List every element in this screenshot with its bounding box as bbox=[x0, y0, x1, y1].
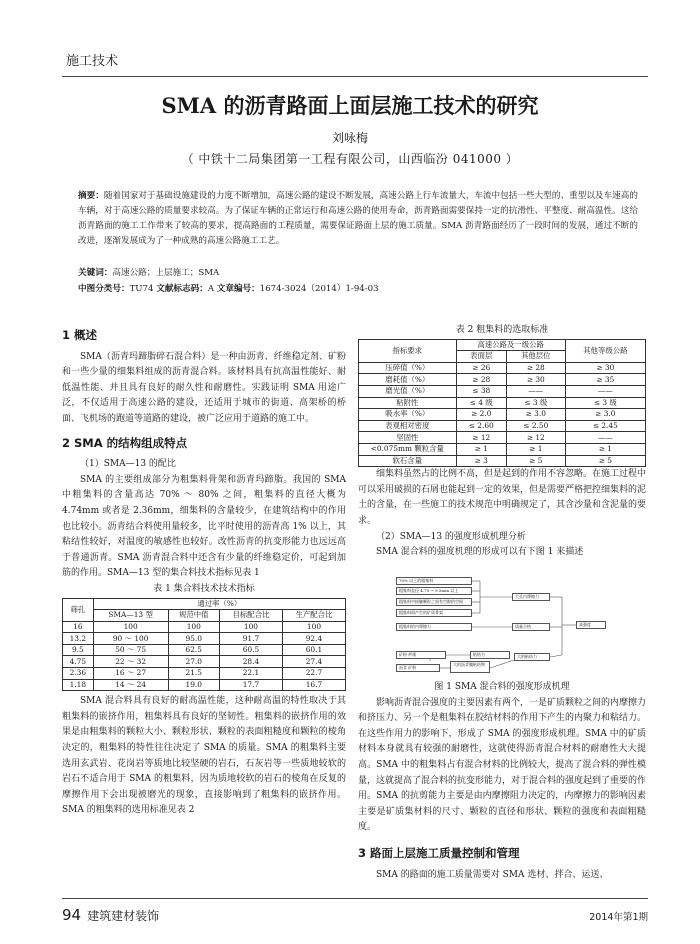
table-cell: 95.0 bbox=[168, 633, 219, 645]
table-cell: 坚固性 bbox=[359, 432, 457, 444]
table-cell: —— bbox=[506, 385, 565, 397]
table-1-header-group: 通过率（%） bbox=[93, 598, 345, 610]
table-cell: ≤ 3 级 bbox=[565, 397, 645, 409]
table-cell: 16 ～ 27 bbox=[93, 668, 168, 680]
section-2-paragraph-1: SMA 的主要组成部分为粗集料骨架和沥青玛蹄脂。我国的 SMA 中粗集料的含量高达 70% ～ 80% 之间，粗集料的直径大概为 4.74mm 或者是 2.36mm，细集料的含量较少，在建筑结构中的作用也比较小。沥青结合料使用量较多，比平时使用的沥青高 1% 以上，其粘结性较好，对温度的敏感性也较好。改性沥青的抗变形能力也远远高于普通沥青。SMA 沥青混合料中还含有少量的纤维稳定价，可起到加筋的作用。SMA—13 型的集合料技术指标见表 1 bbox=[62, 474, 346, 579]
table-cell: ≤ 38 bbox=[456, 385, 506, 397]
table-cell: 100 bbox=[282, 621, 345, 633]
abstract-text: 随着国家对于基础设施建设的力度不断增加，高速公路的建设不断发展，高速公路上行车流量大，车流中包括一些大型的、重型以及车速高的车辆，对于高速公路的质量要求较高。为了保证车辆的正常运行和高速公路的使用寿命，沥青路面需要保持一定的抗滑性、平整度、耐高温性。这给沥青路面的施工工作带来了较高的要求，提高路面的工程质量，需要保证路面上层的施工质量。SMA 沥青路面经历了一段时间的发展，通过不断的改进，逐渐发展成为了一种成熟的高速公路施工工艺。 bbox=[78, 191, 638, 246]
table-cell: ≥ 28 bbox=[456, 374, 506, 386]
page-number: 94 bbox=[62, 906, 82, 924]
section-2-heading: 2 SMA 的结构组成特点 bbox=[62, 435, 188, 450]
table-cell: 100 bbox=[168, 621, 219, 633]
section-1-heading: 1 概述 bbox=[62, 328, 98, 342]
table-cell: —— bbox=[565, 432, 645, 444]
table-cell: 1.18 bbox=[63, 679, 94, 691]
table-row bbox=[63, 656, 346, 668]
table-row bbox=[359, 420, 646, 432]
table-cell: 22.1 bbox=[219, 668, 282, 680]
table-cell: 21.5 bbox=[168, 668, 219, 680]
table-1-col: SMA—13 型 bbox=[93, 610, 168, 622]
keywords-text: 高速公路；上层施工；SMA bbox=[112, 268, 220, 278]
table-cell: —— bbox=[565, 385, 645, 397]
table-cell: <0.075mm 颗粒含量 bbox=[359, 443, 457, 455]
right-paragraph-4: SMA 的路面的施工质量需要对 SMA 选材、拌合、运送、 bbox=[376, 869, 609, 880]
table-row bbox=[359, 455, 646, 467]
table-cell: 9.5 bbox=[63, 644, 94, 656]
table-cell: ≤ 2.50 bbox=[506, 420, 565, 432]
left-column bbox=[62, 328, 346, 819]
affiliation: （ 中铁十二局集团第一工程有限公司，山西临汾 041000 ） bbox=[181, 152, 519, 166]
article-id-label: 文章编号： bbox=[216, 284, 260, 294]
table-cell: 吸水率（%） bbox=[359, 409, 457, 421]
table-cell: ≥ 3.0 bbox=[565, 409, 645, 421]
right-paragraph-2: SMA 混合料的强度机理的形成可以有下图 1 来描述 bbox=[376, 547, 584, 558]
right-column-lower bbox=[358, 680, 646, 883]
table-cell: ≥ 3.0 bbox=[506, 409, 565, 421]
table-cell: ≤ 2.60 bbox=[456, 420, 506, 432]
right-paragraph-1: 细集料虽然占的比例不高，但是起到的作用不容忽略。在施工过程中可以采用破损的石屑也能起到一定的效果，但是需要严格把控细集料的泥土的含量，在一些施工的技术规范中明确规定了，其含沙量和含泥量的要求。 bbox=[358, 469, 647, 526]
table-cell: 91.7 bbox=[219, 633, 282, 645]
table-cell: 27.4 bbox=[282, 656, 345, 668]
table-row bbox=[359, 362, 646, 374]
table-cell: 16.7 bbox=[282, 679, 345, 691]
paper-title: SMA 的沥青路面上面层施工技术的研究 bbox=[161, 93, 539, 118]
table-cell: ≤ 2.45 bbox=[565, 420, 645, 432]
table-row bbox=[359, 443, 646, 455]
table-cell: 27.0 bbox=[168, 656, 219, 668]
doc-code-label: 文献标志码： bbox=[156, 284, 208, 294]
table-row bbox=[359, 432, 646, 444]
table-1-caption: 表 1 集合料技术技术指标 bbox=[153, 583, 255, 594]
table-cell: 17.7 bbox=[219, 679, 282, 691]
table-cell: ≥ 12 bbox=[506, 432, 565, 444]
table-1-header-sieve: 筛孔 bbox=[63, 598, 94, 621]
subsection-2-1: （1）SMA—13 的配比 bbox=[80, 459, 176, 470]
figure-node: 质量合格 bbox=[512, 623, 550, 631]
table-2-caption: 表 2 粗集料的选取标准 bbox=[455, 325, 549, 335]
header-rule bbox=[62, 76, 648, 77]
table-cell: 22.7 bbox=[282, 668, 345, 680]
table-row bbox=[359, 385, 646, 397]
table-cell: 22 ～ 32 bbox=[93, 656, 168, 668]
section-3-heading: 3 路面上层施工质量控制和管理 bbox=[358, 845, 520, 860]
section-tag: 施工技术 bbox=[66, 54, 119, 69]
table-cell: 表观相对密度 bbox=[359, 420, 457, 432]
doc-code-value: A bbox=[207, 284, 217, 294]
subsection-2-2: （2）SMA—13 的强度形成机理分析 bbox=[376, 531, 526, 542]
table-2-header-other-layers: 其他层位 bbox=[506, 351, 565, 363]
table-cell: ≥ 5 bbox=[506, 455, 565, 467]
figure-node: 大的粘结力 bbox=[514, 653, 550, 661]
table-cell: ≥ 30 bbox=[565, 362, 645, 374]
table-cell: 90 ～ 100 bbox=[93, 633, 168, 645]
classification bbox=[78, 282, 379, 294]
figure-node: 高强度 bbox=[576, 621, 606, 629]
keywords-label: 关键词： bbox=[78, 268, 113, 278]
table-cell: 软石含量 bbox=[359, 455, 457, 467]
table-cell: ≥ 12 bbox=[456, 432, 506, 444]
table-cell: ≤ 3 级 bbox=[506, 397, 565, 409]
table-cell: ≥ 3 bbox=[456, 455, 506, 467]
table-1-col: 规范中值 bbox=[168, 610, 219, 622]
table-cell: ≥ 28 bbox=[506, 362, 565, 374]
footer-left bbox=[62, 906, 159, 924]
table-row bbox=[63, 621, 346, 633]
table-cell: 100 bbox=[93, 621, 168, 633]
table-cell: 92.4 bbox=[282, 633, 345, 645]
table-cell: 16 bbox=[63, 621, 94, 633]
table-cell: ≥ 1 bbox=[506, 443, 565, 455]
table-2 bbox=[358, 339, 646, 468]
table-cell: 2.36 bbox=[63, 668, 94, 680]
section-2-paragraph-2: SMA 混合料具有良好的耐高温性能，这种耐高温的特性取决于其粗集料的嵌挤作用，粗集料具有良好的坚韧性。粗集料的嵌挤作用的效果是由粗集料的颗粒大小、颗粒形状、颗粒的表面粗糙度和颗粒的棱角决定的，粗集料的特性往往决定了 SMA 的质量。SMA 的粗集料主要选用玄武岩、花岗岩等质地比较坚硬的岩石，石灰岩等一些质地较软的岩石不适合用于 SMA 的粗集料，因为质地较软的岩石的棱角在反复的摩擦作用下会出现被磨光的现象，直接影响到了粗集料的嵌挤作用。SMA 的粗集料的选用标准见表 2 bbox=[62, 696, 346, 816]
table-row bbox=[63, 633, 346, 645]
table-cell: ≥ 35 bbox=[565, 374, 645, 386]
table-1-col: 生产配合比 bbox=[282, 610, 345, 622]
table-2-header-surface: 表面层 bbox=[456, 351, 506, 363]
table-cell: 28.4 bbox=[219, 656, 282, 668]
figure-node: 大的沥青膜粘结物 bbox=[450, 661, 490, 673]
table-row bbox=[359, 409, 646, 421]
table-cell: 19.0 bbox=[168, 679, 219, 691]
table-cell: 粘附性 bbox=[359, 397, 457, 409]
figure-node: 粗集料间产生的矿质骨架 bbox=[396, 609, 472, 617]
figure-node: 沥青 矿粉 bbox=[396, 664, 440, 672]
abstract bbox=[78, 189, 638, 249]
figure-node: 粘结力 bbox=[470, 651, 510, 659]
table-row bbox=[63, 668, 346, 680]
right-column bbox=[358, 323, 646, 561]
table-cell: 14 ～ 24 bbox=[93, 679, 168, 691]
table-cell: ≥ 5 bbox=[565, 455, 645, 467]
table-cell: ≥ 1 bbox=[565, 443, 645, 455]
article-id-value: 1674-3024（2014）1-94-03 bbox=[259, 284, 379, 294]
table-cell: 60.5 bbox=[219, 644, 282, 656]
table-row bbox=[359, 374, 646, 386]
table-cell: 100 bbox=[219, 621, 282, 633]
table-row bbox=[359, 397, 646, 409]
figure-node: 粗集料中接触颗粒之间有空隙的空间 bbox=[396, 598, 472, 606]
figure-node: 粗集料的内摩擦力 bbox=[396, 623, 472, 631]
table-cell: 50 ～ 75 bbox=[93, 644, 168, 656]
right-paragraph-3: 影响沥青混合强度的主要因素有两个，一是矿质颗粒之间的内摩擦力和挤压力、另一个是粗集料在胶结材料的作用下产生的内聚力和粘结力。在这些作用力的影响下，形成了 SMA 的强度形成机理。SMA 中的矿质材料本身就具有较强的耐磨性，这就使得沥青混合材料的耐磨性大大提高。SMA 中的粗集料占有混合材料的比例较大，提高了混合料的弹性模量，这就提高了混合料的抗变形能力，对于混合料的强度起到了重要的作用。SMA 的抗剪能力主要是由内摩擦阻力决定的，内摩擦力的影响因素主要是矿质集材料的尺寸、颗粒的直径和形状、颗粒的强度和表面粗糙度。 bbox=[358, 697, 647, 833]
figure-1-diagram bbox=[390, 575, 610, 675]
table-cell: ≥ 30 bbox=[506, 374, 565, 386]
table-cell: 压碎值（%） bbox=[359, 362, 457, 374]
table-cell: ≤ 4 级 bbox=[456, 397, 506, 409]
table-cell: ≥ 2.0 bbox=[456, 409, 506, 421]
clc-label: 中图分类号： bbox=[78, 284, 130, 294]
table-cell: ≥ 26 bbox=[456, 362, 506, 374]
issue-label: 2014年第1期 bbox=[589, 912, 648, 923]
table-cell: 磨耗值（%） bbox=[359, 374, 457, 386]
table-cell: 60.1 bbox=[282, 644, 345, 656]
figure-node: 粗集料直径 4.75 ~ 9.5mm 以上 bbox=[396, 587, 472, 595]
keywords bbox=[78, 266, 219, 278]
clc-value: TU74 bbox=[129, 284, 157, 294]
figure-1-caption: 图 1 SMA 混合料的强度形成机理 bbox=[434, 682, 570, 692]
figure-node: 大孔内摩擦力 bbox=[512, 593, 550, 601]
footer-rule bbox=[62, 898, 648, 899]
author: 刘咏梅 bbox=[331, 131, 368, 145]
journal-name: 建筑建材装饰 bbox=[87, 909, 160, 923]
table-cell: ≥ 1 bbox=[456, 443, 506, 455]
table-cell: 62.5 bbox=[168, 644, 219, 656]
abstract-label: 摘要： bbox=[78, 191, 104, 201]
table-cell: 4.75 bbox=[63, 656, 94, 668]
table-row bbox=[63, 644, 346, 656]
table-2-header-others: 其他等级公路 bbox=[565, 339, 645, 362]
table-row bbox=[63, 679, 346, 691]
table-cell: 磨光值（%） bbox=[359, 385, 457, 397]
table-cell: 13.2 bbox=[63, 633, 94, 645]
figure-node: 矿粉 纤维 bbox=[396, 651, 446, 659]
table-2-header-index: 指标要求 bbox=[359, 339, 457, 362]
table-1 bbox=[62, 598, 346, 692]
section-1-paragraph: SMA（沥青玛蹄脂碎石混合料）是一种由沥青、纤维稳定剂、矿粉和一些少量的细集料组成的沥青混合料。该材料具有抗高温性能好、耐低温性能、并且具有良好的耐久性和耐磨性。实践证明 SMA 用途广泛，不仅适用于高速公路的建设，还适用于城市的街道、高架桥的桥面、飞机场的跑道等道路的建设，被广泛应用于道路的施工中。 bbox=[62, 351, 346, 424]
figure-node: 70% 以上的粗集料 bbox=[396, 577, 472, 585]
table-2-header-group: 高速公路及一级公路 bbox=[456, 339, 565, 351]
table-1-col: 目标配合比 bbox=[219, 610, 282, 622]
